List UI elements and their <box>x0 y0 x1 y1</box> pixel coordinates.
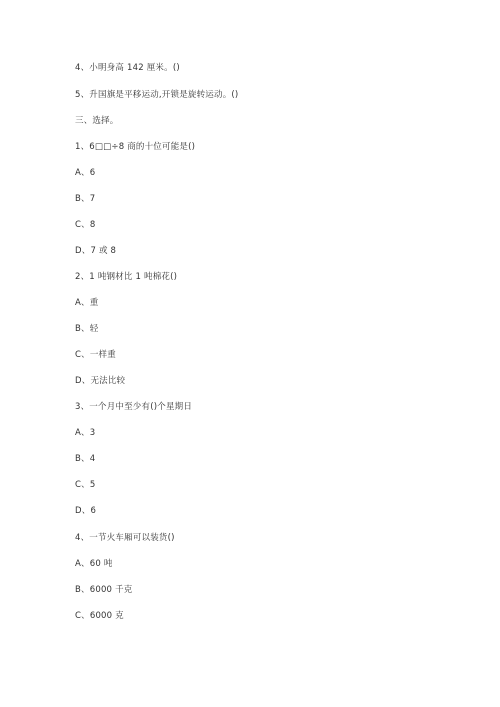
option-2c: C、一样重 <box>75 350 116 360</box>
question-choice-4: 4、一节火车厢可以装货() <box>75 533 175 543</box>
section-heading: 三、选择。 <box>75 116 119 126</box>
option-4b: B、6000 千克 <box>75 585 133 595</box>
option-4a: A、60 吨 <box>75 559 113 569</box>
option-2d: D、无法比较 <box>75 376 126 386</box>
option-4c: C、6000 克 <box>75 611 124 621</box>
question-true-false-5: 5、升国旗是平移运动,开锁是旋转运动。() <box>75 90 239 100</box>
option-3a: A、3 <box>75 428 96 438</box>
option-2a: A、重 <box>75 298 99 308</box>
option-1a: A、6 <box>75 168 96 178</box>
option-1b: B、7 <box>75 194 96 204</box>
option-3c: C、5 <box>75 480 96 490</box>
option-2b: B、轻 <box>75 324 99 334</box>
question-choice-3: 3、一个月中至少有()个星期日 <box>75 402 193 412</box>
option-1d: D、7 或 8 <box>75 246 117 256</box>
question-choice-1: 1、6□□÷8 商的十位可能是() <box>75 142 196 152</box>
question-choice-2: 2、1 吨钢材比 1 吨棉花() <box>75 272 178 282</box>
question-true-false-4: 4、小明身高 142 厘米。() <box>75 63 180 73</box>
option-3d: D、6 <box>75 506 97 516</box>
option-1c: C、8 <box>75 220 96 230</box>
option-3b: B、4 <box>75 454 96 464</box>
